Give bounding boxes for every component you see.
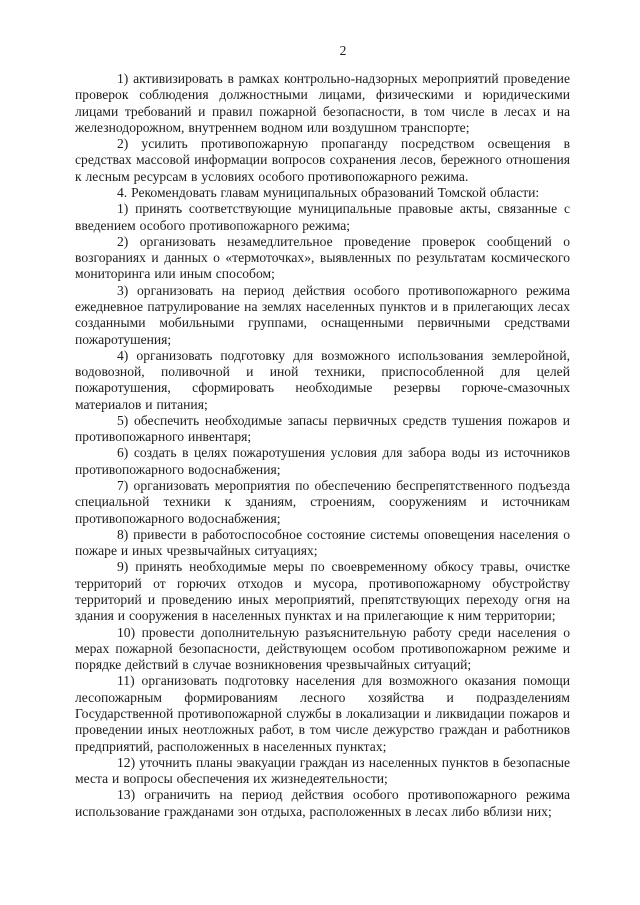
paragraph-item-11-population-training: 11) организовать подготовку населения для возможного оказания помощи лесопожарным формированиям лесного хозяйства и подразделениям Государственной противопожарной службы в локализации и ликвидации пожаров и проведении иных неотложных работ, в том числе дежурство граждан и работников предприятий, расположенных в населенных пунктах; xyxy=(75,673,570,754)
paragraph-item-12-evacuation-plans: 12) уточнить планы эвакуации граждан из населенных пунктов в безопасные места и вопросы обеспечения их жизнедеятельности; xyxy=(75,754,570,787)
paragraph-item-9-grass-mowing: 9) принять необходимые меры по своевременному обкосу травы, очистке территорий от горючих отходов и мусора, противопожарному обустройству территорий и проведению иных мероприятий, препятствующих переходу огня на здания и сооружения в населенных пунктах и на прилегающие к ним территории; xyxy=(75,559,570,624)
paragraph-item-8-alert-systems: 8) привести в работоспособное состояние системы оповещения населения о пожаре и иных чрезвычайных ситуациях; xyxy=(75,526,570,559)
page-number: 2 xyxy=(339,43,347,58)
paragraph-clause-4-recommend: 4. Рекомендовать главам муниципальных образований Томской области: xyxy=(117,184,540,200)
paragraph-item-2-propaganda: 2) усилить противопожарную пропаганду посредством освещения в средствах массовой информации вопросов сохранения лесов, бережного отношения к лесным ресурсам в условиях особого противопожарного режима. xyxy=(75,136,570,184)
paragraph-item-3-patrols: 3) организовать на период действия особого противопожарного режима ежедневное патрулирование на землях населенных пунктов и в прилегающих лесах созданными мобильными группами, оснащенными первичными средствами пожаротушения; xyxy=(75,282,570,347)
paragraph-item-6-water-intake: 6) создать в целях пожаротушения условия для забора воды из источников противопожарного водоснабжения; xyxy=(75,445,570,477)
paragraph-item-10-awareness: 10) провести дополнительную разъяснительную работу среди населения о мерах пожарной безопасности, действующем особом противопожарном режиме и порядке действий в случае возникновения чрезвычайных ситуаций; xyxy=(75,624,570,673)
document-body xyxy=(75,71,570,820)
paragraph-item-2-thermal-points: 2) организовать незамедлительное проведение проверок сообщений о возгораниях и данных о «термоточках», выявленных по результатам космического мониторинга или иным способом; xyxy=(75,233,570,282)
paragraph-item-5-supplies: 5) обеспечить необходимые запасы первичных средств тушения пожаров и противопожарного инвентаря; xyxy=(75,412,570,445)
paragraph-item-7-access: 7) организовать мероприятия по обеспечению беспрепятственного подъезда специальной техники к зданиям, строениям, сооружениям и источникам противопожарного водоснабжения; xyxy=(75,478,570,526)
paragraph-item-1-municipal-acts: 1) принять соответствующие муниципальные правовые акты, связанные с введением особого противопожарного режима; xyxy=(75,201,570,233)
paragraph-item-13-recreation-restriction: 13) ограничить на период действия особого противопожарного режима использование гражданами зон отдыха, расположенных в лесах либо вблизи них; xyxy=(75,787,570,819)
paragraph-item-1-activate-inspections: 1) активизировать в рамках контрольно-надзорных мероприятий проведение проверок соблюдения должностными лицами, физическими и юридическими лицами требований и правил пожарной безопасности, в том числе в лесах и на железнодорожном, внутреннем водном или воздушном транспорте; xyxy=(75,71,570,135)
paragraph-item-4-equipment: 4) организовать подготовку для возможного использования землеройной, водовозной, поливочной и иной техники, приспособленной для целей пожаротушения, сформировать необходимые резервы горюче-смазочных материалов и питания; xyxy=(75,347,570,412)
